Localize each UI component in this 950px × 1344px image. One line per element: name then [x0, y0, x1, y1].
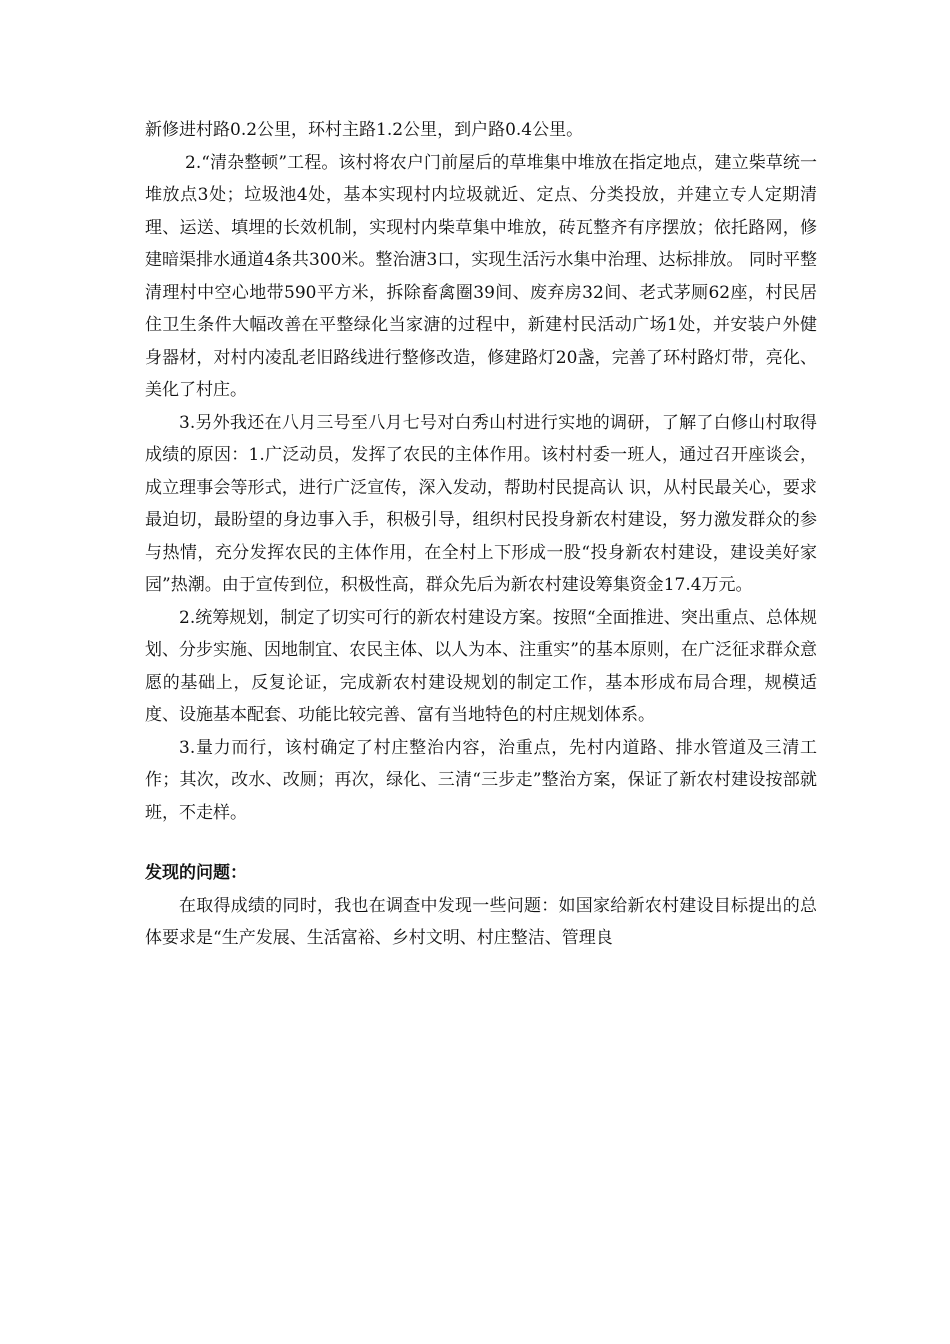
- paragraph-overall-planning: 2.统筹规划，制定了切实可行的新农村建设方案。按照“全面推进、突出重点、总体规划、分步实施、因地制宜、农民主体、以人为本、注重实”的基本原则，在广泛征求群众意愿的基础上，反复论证，完成新农村建设规划的制定工作，基本形成布局合理，规模适度、设施基本配套、功能比较完善、富有当地特色的村庄规划体系。: [145, 607, 817, 725]
- section-spacer: [145, 829, 817, 857]
- paragraph-field-research: 3.另外我还在八月三号至八月七号对白秀山村进行实地的调研，了解了白修山村取得成绩的原因：1.广泛动员，发挥了农民的主体作用。该村村委一班人，通过召开座谈会，成立理事会等形式，进行广泛宣传，深入发动，帮助村民提高认 识，从村民最关心，要求最迫切，最盼望的身边事入手，积极引导，组织村民投身新农村建设，努力激发群众的参与热情，充分发挥农民的主体作用，在全村上下形成一股“投身新农村建设，建设美好家园”热潮。由于宣传到位，积极性高，群众先后为新农村建设筹集资金17.4万元。: [145, 412, 817, 595]
- section-heading-problems: 发现的问题：: [145, 863, 247, 883]
- paragraph-road-summary: 新修进村路0.2公里，环村主路1.2公里，到户路0.4公里。: [145, 120, 584, 140]
- paragraph-phased-approach: 3.量力而行，该村确定了村庄整治内容，治重点，先村内道路、排水管道及三清工作；其次，改水、改厕；再次，绿化、三清“三步走”整治方案，保证了新农村建设按部就班，不走样。: [145, 737, 817, 823]
- paragraph-cleanup-project: 2.“清杂整顿”工程。该村将农户门前屋后的草堆集中堆放在指定地点，建立柴草统一堆放点3处；垃圾池4处，基本实现村内垃圾就近、定点、分类投放，并建立专人定期清理、运送、填埋的长效机制，实现村内柴草集中堆放，砖瓦整齐有序摆放；依托路网，修建暗渠排水通道4条共300米。整治溏3口，实现生活污水集中治理、达标排放。 同时平整清理村中空心地带590平方米，拆除畜禽圈39间、废弃房32间、老式茅厕62座，村民居住卫生条件大幅改善在平整绿化当家溏的过程中，新建村民活动广场1处，并安装户外健身器材，对村内凌乱老旧路线进行整修改造，修建路灯20盏，完善了环村路灯带，亮化、美化了村庄。: [145, 152, 817, 400]
- paragraph-problems-intro: 在取得成绩的同时，我也在调查中发现一些问题：如国家给新农村建设目标提出的总体要求是“生产发展、生活富裕、乡村文明、村庄整洁、管理良: [145, 895, 817, 948]
- document-body: [145, 114, 817, 955]
